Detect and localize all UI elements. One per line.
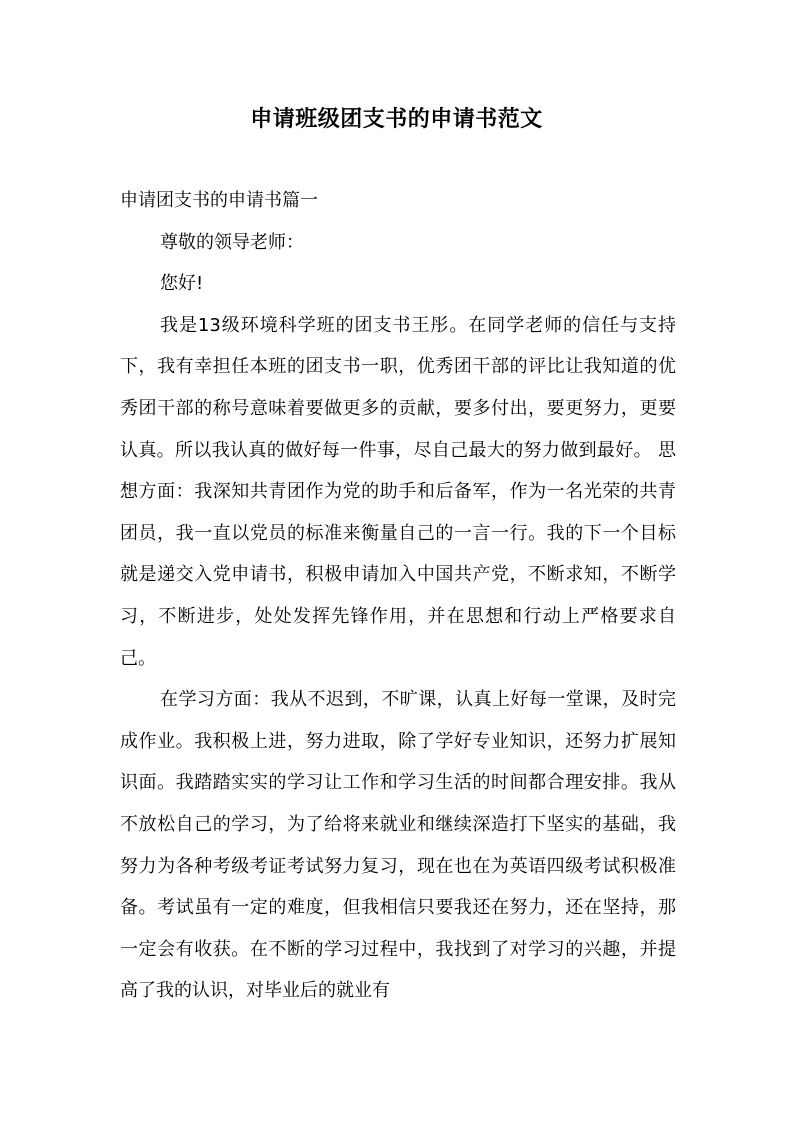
greeting: 您好!: [160, 273, 204, 295]
salutation: 尊敬的领导老师：: [160, 231, 304, 253]
document-body: [120, 180, 676, 1012]
paragraph-study: 在学习方面：我从不迟到，不旷课，认真上好每一堂课，及时完成作业。我积极上进，努力进取，除了学好专业知识，还努力扩展知识面。我踏踏实实的学习让工作和学习生活的时间都合理安排。我从不放松自己的学习，为了给将来就业和继续深造打下坚实的基础，我努力为各种考级考证考试努力复习，现在也在为英语四级考试积极准备。考试虽有一定的难度，但我相信只要我还在努力，还在坚持，那一定会有收获。在不断的学习过程中，我找到了对学习的兴趣，并提高了我的认识，对毕业后的就业有: [120, 689, 676, 1002]
paragraph-intro: 我是13级环境科学班的团支书王彤。在同学老师的信任与支持下，我有幸担任本班的团支书一职，优秀团干部的评比让我知道的优秀团干部的称号意味着要做更多的贡献，要多付出，要更努力，更要认真。所以我认真的做好每一件事，尽自己最大的努力做到最好。 思想方面：我深知共青团作为党的助手和后备军，作为一名光荣的共青团员，我一直以党员的标准来衡量自己的一言一行。我的下一个目标就是递交入党申请书，积极申请加入中国共产党，不断求知，不断学习，不断进步，处处发挥先锋作用，并在思想和行动上严格要求自己。: [120, 314, 676, 669]
section-heading: 申请团支书的申请书篇一: [120, 190, 318, 211]
document-title: 申请班级团支书的申请书范文: [250, 107, 543, 132]
